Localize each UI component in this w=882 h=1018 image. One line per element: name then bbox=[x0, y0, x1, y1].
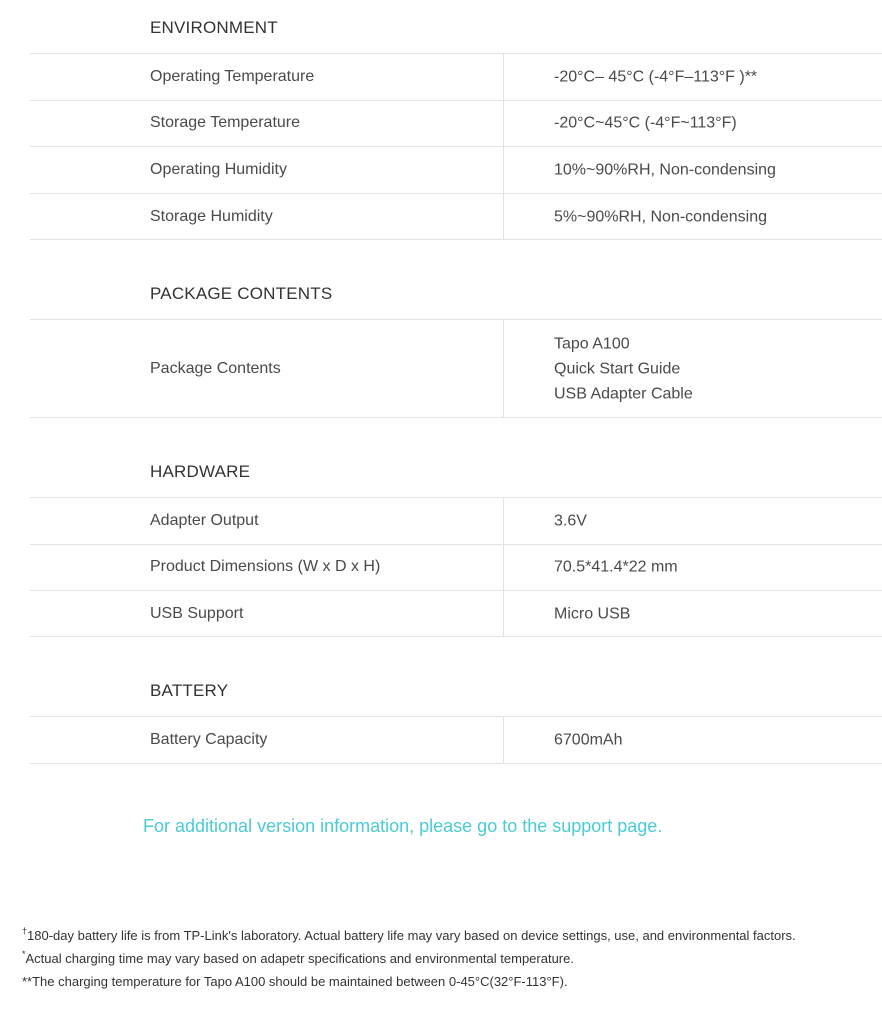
column-divider bbox=[503, 717, 504, 763]
footnote-text: 180-day battery life is from TP-Link's laboratory. Actual battery life may vary based on device settings, use, and environmental factors. bbox=[27, 928, 796, 943]
spec-value-list bbox=[554, 331, 693, 406]
table-row bbox=[30, 100, 882, 147]
spec-value: -20°C– 45°C (-4°F–113°F )** bbox=[554, 68, 758, 86]
section-title-battery: BATTERY bbox=[150, 681, 229, 700]
spec-label: Storage Temperature bbox=[150, 114, 301, 131]
footnote bbox=[22, 924, 872, 947]
spec-label: Product Dimensions (W x D x H) bbox=[150, 558, 381, 575]
table-row bbox=[30, 319, 882, 418]
footnote bbox=[22, 970, 872, 993]
column-divider bbox=[503, 498, 504, 544]
table-row bbox=[30, 53, 882, 101]
package-item: USB Adapter Cable bbox=[554, 385, 693, 402]
table-row bbox=[30, 716, 882, 764]
spec-label: Package Contents bbox=[150, 359, 281, 377]
table-row bbox=[30, 194, 882, 240]
column-divider bbox=[503, 147, 504, 193]
support-page-link[interactable]: For additional version information, please go to the support page. bbox=[143, 816, 663, 836]
spec-value: 3.6V bbox=[554, 512, 587, 530]
footnote-mark: * bbox=[22, 949, 26, 959]
spec-value: 6700mAh bbox=[554, 731, 623, 749]
section-title-hardware: HARDWARE bbox=[150, 462, 251, 481]
spec-label: Operating Temperature bbox=[150, 68, 315, 85]
spec-label: Battery Capacity bbox=[150, 731, 268, 748]
spec-value: 70.5*41.4*22 mm bbox=[554, 558, 678, 576]
footnote-mark: † bbox=[22, 926, 28, 936]
column-divider bbox=[503, 194, 504, 239]
column-divider bbox=[503, 544, 504, 590]
spec-value: 5%~90%RH, Non-condensing bbox=[554, 208, 768, 225]
section-title-environment: ENVIRONMENT bbox=[150, 18, 278, 37]
spec-value: Micro USB bbox=[554, 605, 631, 622]
spec-label: USB Support bbox=[150, 604, 244, 622]
table-row bbox=[30, 544, 882, 591]
table-row bbox=[30, 497, 882, 545]
package-item: Quick Start Guide bbox=[554, 360, 681, 377]
footnote-text: Actual charging time may vary based on adapetr specifications and environmental temperature. bbox=[25, 951, 574, 966]
spec-label: Storage Humidity bbox=[150, 207, 273, 225]
spec-value: 10%~90%RH, Non-condensing bbox=[554, 161, 776, 179]
spec-label: Adapter Output bbox=[150, 512, 259, 529]
column-divider bbox=[503, 100, 504, 146]
spec-label: Operating Humidity bbox=[150, 161, 287, 178]
footnote bbox=[22, 947, 872, 970]
footnotes bbox=[22, 924, 872, 993]
spec-value: -20°C~45°C (-4°F~113°F) bbox=[554, 114, 737, 132]
package-item: Tapo A100 bbox=[554, 335, 630, 352]
column-divider bbox=[503, 591, 504, 636]
section-title-package-contents: PACKAGE CONTENTS bbox=[150, 284, 333, 303]
column-divider bbox=[503, 54, 504, 100]
footnote-text: **The charging temperature for Tapo A100 should be maintained between 0-45°C(32°F-113°F). bbox=[22, 974, 568, 989]
column-divider bbox=[503, 320, 504, 417]
table-row bbox=[30, 147, 882, 194]
table-row bbox=[30, 591, 882, 637]
